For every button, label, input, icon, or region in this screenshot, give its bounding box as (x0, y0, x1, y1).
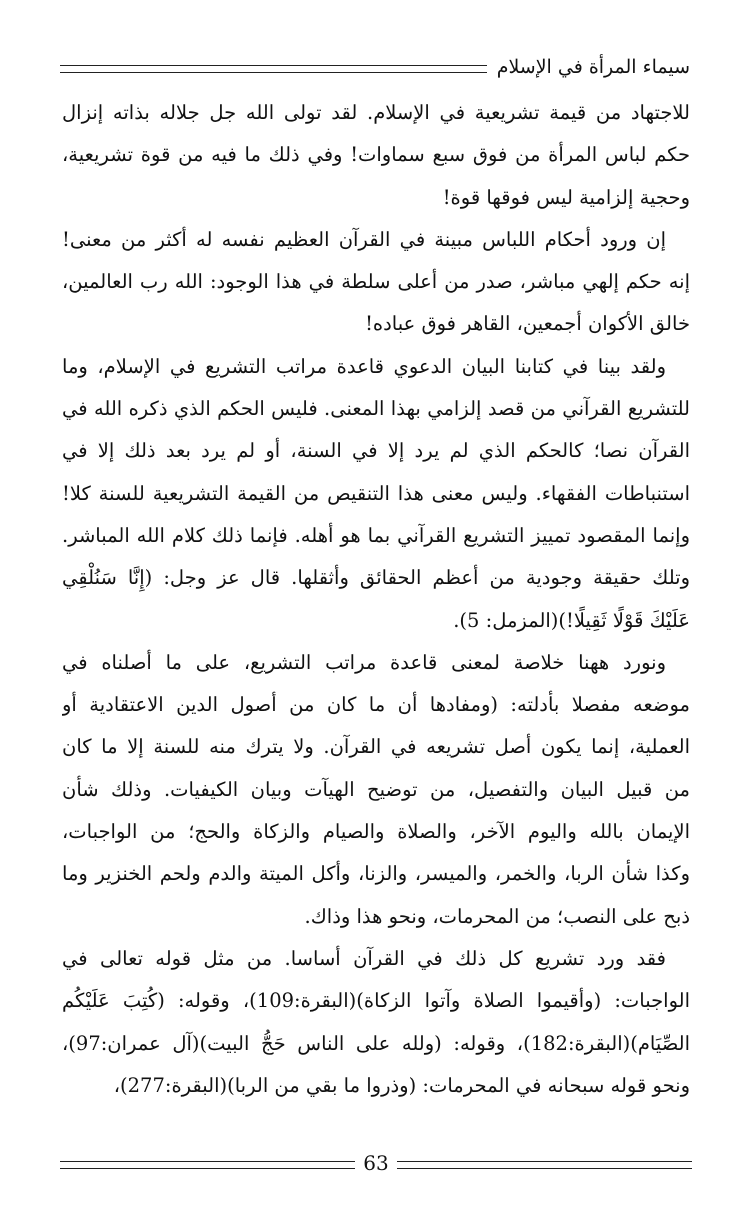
text-line: الواجبات: (وأقيموا الصلاة وآتوا الزكاة)(البقرة:109)، وقوله: (كُتِبَ عَلَيْكُم (62, 989, 690, 1013)
text-line: إن ورود أحكام اللباس مبينة في القرآن العظيم نفسه له أكثر من معنى! (62, 227, 666, 251)
text-line: من قبيل البيان والتفصيل، من توضيح الهيآت وبيان الكيفيات. وذلك شأن (62, 777, 690, 801)
text-line: فقد ورد تشريع كل ذلك في القرآن أساسا. من مثل قوله تعالى في (62, 946, 666, 970)
paragraph (62, 92, 690, 219)
header-double-rule (60, 65, 487, 73)
text-line: القرآن نصا؛ كالحكم الذي لم يرد إلا في السنة، أو لم يرد بعد ذلك إلا في (62, 439, 690, 463)
body-text (62, 92, 690, 1107)
text-line: للاجتهاد من قيمة تشريعية في الإسلام. لقد تولى الله جل جلاله بذاته إنزال (62, 101, 690, 124)
text-line: استنباطات الفقهاء. وليس معنى هذا التنقيص من القيمة التشريعية للسنة كلا! (62, 481, 690, 505)
text-line: الإيمان بالله واليوم الآخر، والصلاة والصيام والزكاة والحج؛ من الواجبات، (62, 820, 690, 844)
text-line: موضعه مفصلا بأدلته: (ومفادها أن ما كان من أصول الدين الاعتقادية أو (62, 693, 690, 717)
text-line: حكم لباس المرأة من فوق سبع سماوات! وفي ذلك ما فيه من قوة تشريعية، (62, 143, 690, 167)
running-header (60, 52, 690, 82)
paragraph (62, 642, 690, 938)
footer-double-rule-right (397, 1161, 692, 1169)
text-line: إنه حكم إلهي مباشر، صدر من أعلى سلطة في هذا الوجود: الله رب العالمين، (62, 270, 690, 294)
text-line: عَلَيْكَ قَوْلًا ثَقِيلًا!)(المزمل: 5). (453, 608, 690, 632)
text-line: وحجية إلزامية ليس فوقها قوة! (442, 185, 690, 209)
text-line: ذبح على النصب؛ من المحرمات، ونحو هذا وذاك. (304, 904, 690, 928)
text-line: للتشريع القرآني من قصد إلزامي بهذا المعنى. فليس الحكم الذي ذكره الله في (62, 397, 690, 421)
running-header-title: سيماء المرأة في الإسلام (496, 56, 690, 78)
page-number: 63 (363, 1151, 389, 1175)
text-line: ونورد ههنا خلاصة لمعنى قاعدة مراتب التشريع، على ما أصلناه في (62, 650, 666, 674)
footer-double-rule-left (60, 1161, 355, 1169)
text-line: الصِّيَام)(البقرة:182)، وقوله: (ولله على الناس حَجُّ البيت)(آل عمران:97)، (62, 1031, 690, 1055)
text-line: ونحو قوله سبحانه في المحرمات: (وذروا ما بقي من الربا)(البقرة:277)، (113, 1073, 690, 1097)
paragraph (62, 938, 690, 1107)
text-line: العملية، إنما يكون أصل تشريعه في القرآن. ولا يترك منه للسنة إلا ما كان (62, 735, 690, 759)
text-line: ولقد بينا في كتابنا البيان الدعوي قاعدة مراتب التشريع في الإسلام، وما (62, 354, 666, 378)
paragraph (62, 219, 690, 346)
text-line: وكذا شأن الربا، والخمر، والميسر، والزنا، وأكل الميتة والدم ولحم الخنزير وما (62, 862, 690, 886)
text-line: وإنما المقصود تمييز التشريع القرآني بما هو أهله. فإنما ذلك كلام الله المباشر. (62, 523, 690, 547)
page-footer (60, 1148, 692, 1178)
text-line: وتلك حقيقة وجودية من أعظم الحقائق وأثقلها. قال عز وجل: (إِنَّا سَنُلْقِي (62, 566, 690, 590)
paragraph (62, 346, 690, 642)
text-line: خالق الأكوان أجمعين، القاهر فوق عباده! (365, 312, 690, 336)
